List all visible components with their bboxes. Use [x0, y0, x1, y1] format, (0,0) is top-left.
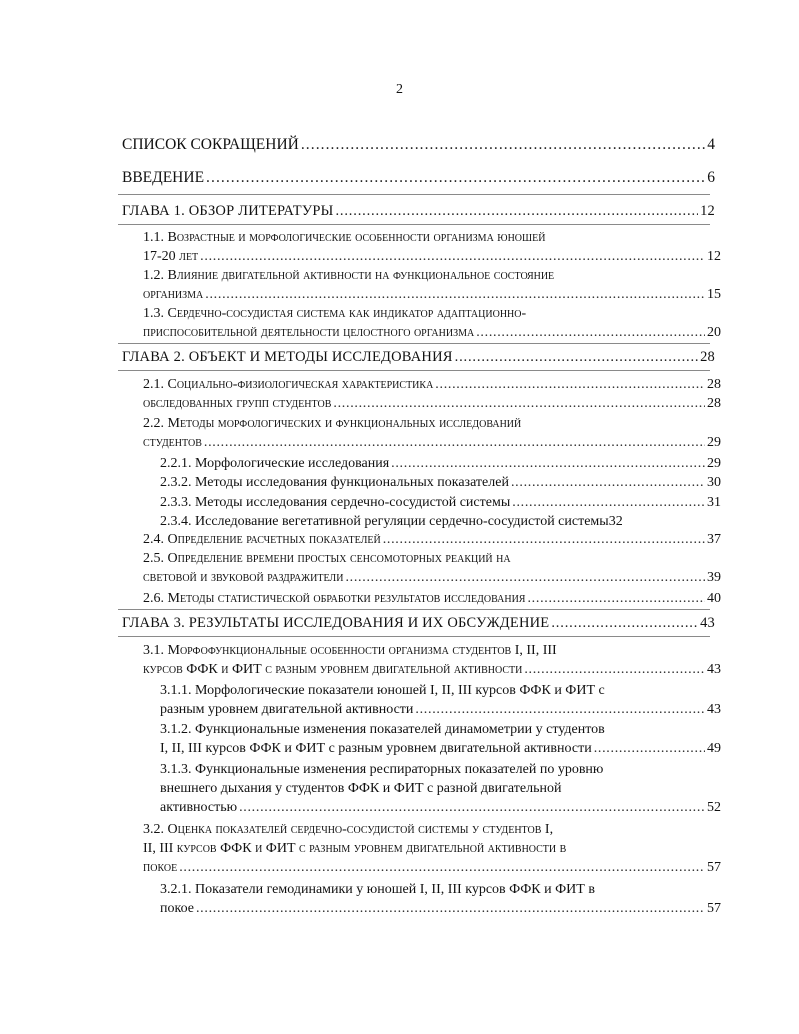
toc-entry-page: 57 — [707, 860, 721, 875]
leader-dots — [301, 135, 705, 154]
toc-entry-title: 17-20 лет — [143, 249, 199, 264]
toc-entry-title: ГЛАВА 2. ОБЪЕКТ И МЕТОДЫ ИССЛЕДОВАНИЯ — [122, 349, 453, 365]
leader-dots — [204, 433, 705, 452]
toc-entry-page: 31 — [707, 495, 721, 510]
toc-entry-title-line: 3.1. Морфофункциональные особенности организма студентов I, II, III — [143, 643, 557, 658]
toc-entry-page: 43 — [707, 702, 721, 717]
toc-entry-1-2 — [143, 266, 721, 304]
separator-rule — [118, 609, 710, 610]
toc-entry-page: 28 — [707, 377, 721, 392]
toc-entry-page: 15 — [707, 287, 721, 302]
toc-entry-title: обследованных групп студентов — [143, 396, 332, 411]
toc-entry-title: 2.3.2. Методы исследования функциональных показателей — [160, 475, 509, 490]
leader-dots — [527, 589, 705, 608]
toc-entry-chapter-2 — [122, 348, 715, 367]
toc-entry-title: I, II, III курсов ФФК и ФИТ с разным уровнем двигательной активности — [160, 741, 592, 756]
toc-entry-page: 43 — [700, 615, 715, 631]
toc-entry-chapter-3 — [122, 614, 715, 633]
toc-entry-title-line: 1.2. Влияние двигательной активности на функциональное состояние — [143, 268, 555, 283]
toc-entry-title: покое — [143, 860, 178, 875]
toc-entry-title: ВВЕДЕНИЕ — [122, 169, 205, 186]
toc-entry-title-line: 3.2.1. Показатели гемодинамики у юношей I, II, III курсов ФФК и ФИТ в — [160, 882, 595, 897]
toc-entry-title: 2.3.4. Исследование вегетативной регуляции сердечно-сосудистой системы — [160, 514, 609, 529]
leader-dots — [239, 798, 705, 817]
toc-entry-2-5 — [143, 549, 721, 587]
toc-entry-page: 49 — [707, 741, 721, 756]
toc-entry-title-line: 3.1.2. Функциональные изменения показателей динамометрии у студентов — [160, 722, 605, 737]
toc-entry-title: световой и звуковой раздражители — [143, 570, 344, 585]
toc-entry-abbreviations — [122, 135, 715, 154]
leader-dots — [345, 568, 705, 587]
toc-entry-title-line: 3.2. Оценка показателей сердечно-сосудистой системы у студентов I, — [143, 822, 554, 837]
toc-entry-page: 29 — [707, 435, 721, 450]
toc-entry-title-line: II, III курсов ФФК и ФИТ с разным уровнем двигательной активности в — [143, 841, 567, 856]
leader-dots — [383, 530, 705, 549]
toc-entry-title: 2.3.3. Методы исследования сердечно-сосудистой системы — [160, 495, 511, 510]
toc-entry-page: 12 — [700, 203, 715, 219]
separator-rule — [118, 636, 710, 637]
leader-dots — [179, 858, 705, 877]
toc-entry-title-line: 1.3. Сердечно-сосудистая система как индикатор адаптационно- — [143, 306, 527, 321]
leader-dots — [511, 473, 705, 492]
leader-dots — [435, 375, 705, 394]
toc-entry-title-line: внешнего дыхания у студентов ФФК и ФИТ с разной двигательной — [160, 781, 562, 796]
toc-entry-3-1-1 — [160, 681, 721, 719]
toc-entry-title: ГЛАВА 1. ОБЗОР ЛИТЕРАТУРЫ — [122, 203, 334, 219]
toc-entry-3-2 — [143, 820, 721, 877]
toc-entry-page: 28 — [707, 396, 721, 411]
toc-entry-page: 57 — [707, 901, 721, 916]
leader-dots — [476, 323, 705, 342]
toc-entry-title: 2.4. Определение расчетных показателей — [143, 532, 381, 547]
toc-entry-title: организма — [143, 287, 204, 302]
toc-entry-chapter-1 — [122, 202, 715, 221]
toc-entry-page: 29 — [707, 456, 721, 471]
leader-dots — [512, 493, 705, 512]
leader-dots — [196, 899, 705, 918]
leader-dots — [455, 348, 698, 367]
toc-entry-title: студентов — [143, 435, 202, 450]
toc-entry-title-line: 2.2. Методы морфологических и функциональных исследований — [143, 416, 522, 431]
toc-entry-title: покое — [160, 901, 194, 916]
toc-entry-title: разным уровнем двигательной активности — [160, 702, 414, 717]
toc-entry-2-3-4 — [160, 512, 730, 531]
toc-entry-1-1 — [143, 228, 721, 266]
toc-entry-title-line: 3.1.3. Функциональные изменения респираторных показателей по уровню — [160, 762, 604, 777]
leader-dots — [335, 202, 698, 221]
toc-entry-3-1-3 — [160, 760, 721, 817]
toc-entry-title: приспособительной деятельности целостного организма — [143, 325, 475, 340]
toc-entry-page: 12 — [707, 249, 721, 264]
toc-entry-title: активностью — [160, 800, 238, 815]
toc-entry-page: 52 — [707, 800, 721, 815]
toc-entry-page: 43 — [707, 662, 721, 677]
toc-entry-2-2 — [143, 414, 721, 452]
leader-dots — [391, 454, 705, 473]
separator-rule — [118, 370, 710, 371]
toc-entry-title: ГЛАВА 3. РЕЗУЛЬТАТЫ ИССЛЕДОВАНИЯ И ИХ ОБСУЖДЕНИЕ — [122, 615, 550, 631]
toc-entry-title: СПИСОК СОКРАЩЕНИЙ — [122, 136, 299, 153]
leader-dots — [524, 660, 705, 679]
toc-entry-page: 32 — [608, 514, 623, 529]
toc-entry-title: 2.6. Методы статистической обработки результатов исследования — [143, 591, 526, 606]
toc-entry-2-1-cont — [143, 394, 721, 413]
toc-entry-page: 4 — [707, 136, 715, 153]
toc-entry-page: 28 — [700, 349, 715, 365]
toc-entry-2-1 — [143, 375, 721, 394]
toc-entry-page: 39 — [707, 570, 721, 585]
toc-entry-2-6 — [143, 589, 721, 608]
toc-entry-2-2-1 — [160, 454, 721, 473]
leader-dots — [200, 247, 705, 266]
toc-entry-2-3-2 — [160, 473, 721, 492]
toc-entry-page: 30 — [707, 475, 721, 490]
toc-entry-2-3-3 — [160, 493, 721, 512]
toc-entry-title-line: 2.5. Определение времени простых сенсомоторных реакций на — [143, 551, 511, 566]
separator-rule — [118, 343, 710, 344]
toc-entry-page: 40 — [707, 591, 721, 606]
page-number: 2 — [396, 82, 403, 97]
leader-dots — [415, 700, 705, 719]
leader-dots — [206, 168, 705, 187]
toc-entry-1-3 — [143, 304, 721, 342]
toc-entry-title: курсов ФФК и ФИТ с разным уровнем двигательной активности — [143, 662, 523, 677]
toc-entry-3-1 — [143, 641, 721, 679]
toc-entry-title-line: 3.1.1. Морфологические показатели юношей I, II, III курсов ФФК и ФИТ с — [160, 683, 605, 698]
toc-entry-2-4 — [143, 530, 721, 549]
leader-dots — [333, 394, 705, 413]
toc-entry-page: 37 — [707, 532, 721, 547]
toc-entry-title: 2.2.1. Морфологические исследования — [160, 456, 390, 471]
toc-entry-page: 6 — [707, 169, 715, 186]
toc-entry-page: 20 — [707, 325, 721, 340]
toc-entry-3-2-1 — [160, 880, 721, 918]
leader-dots — [551, 614, 698, 633]
leader-dots — [205, 285, 705, 304]
toc-entry-3-1-2 — [160, 720, 721, 758]
leader-dots — [594, 739, 705, 758]
toc-entry-title: 2.1. Социально-физиологическая характеристика — [143, 377, 434, 392]
separator-rule — [118, 224, 710, 225]
separator-rule — [118, 194, 710, 195]
toc-entry-title-line: 1.1. Возрастные и морфологические особенности организма юношей — [143, 230, 546, 245]
toc-entry-introduction — [122, 168, 715, 187]
